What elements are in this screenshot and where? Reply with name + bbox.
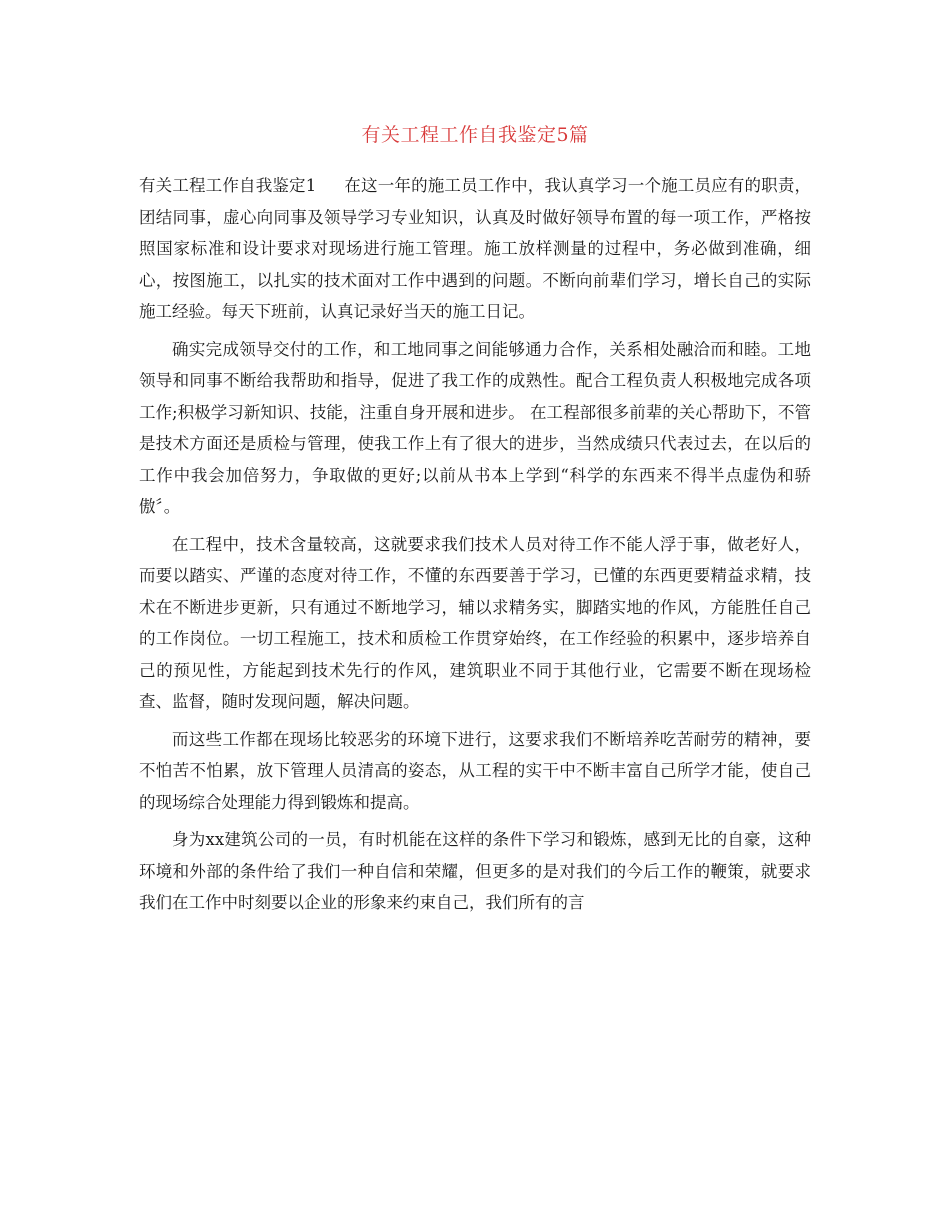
paragraph-2: 确实完成领导交付的工作，和工地同事之间能够通力合作，关系相处融洽而和睦。工地领导和同事不断给我帮助和指导，促进了我工作的成熟性。配合工程负责人积极地完成各项工作;积极学习新知识、技能，注重自身开展和进步。 在工程部很多前辈的关心帮助下，不管是技术方面还是质检与管理，使我工作上有了很大的进步，当然成绩只代表过去，在以后的工作中我会加倍努力，争取做的更好;以前从书本上学到“科学的东西来不得半点虚伪和骄傲〞。 <box>139 339 811 516</box>
paragraph-5: 身为xx建筑公司的一员，有时机能在这样的条件下学习和锻炼，感到无比的自豪，这种环境和外部的条件给了我们一种自信和荣耀，但更多的是对我们的今后工作的鞭策，就要求我们在工作中时刻要以企业的形象来约束自己，我们所有的言 <box>139 830 811 912</box>
section-heading: 有关工程工作自我鉴定1 <box>139 176 317 195</box>
paragraph-3: 在工程中，技术含量较高，这就要求我们技术人员对待工作不能人浮于事，做老好人，而要以踏实、严谨的态度对待工作，不懂的东西要善于学习，已懂的东西更要精益求精，技术在不断进步更新，只有通过不断地学习，辅以求精务实，脚踏实地的作风，方能胜任自己的工作岗位。一切工程施工，技术和质检工作贯穿始终，在工作经验的积累中，逐步培养自己的预见性，方能起到技术先行的作风，建筑职业不同于其他行业，它需要不断在现场检查、监督，随时发现问题，解决问题。 <box>139 534 811 711</box>
paragraph-1 <box>139 170 811 328</box>
document-title: 有关工程工作自我鉴定5篇 <box>361 124 589 146</box>
paragraph-4: 而这些工作都在现场比较恶劣的环境下进行，这要求我们不断培养吃苦耐劳的精神，要不怕苦不怕累，放下管理人员清高的姿态，从工程的实干中不断丰富自己所学才能，使自己的现场综合处理能力得到锻炼和提高。 <box>139 729 811 812</box>
paragraph-1-text: 在这一年的施工员工作中，我认真学习一个施工员应有的职责，团结同事，虚心向同事及领导学习专业知识，认真及时做好领导布置的每一项工作，严格按照国家标准和设计要求对现场进行施工管理。施工放样测量的过程中，务必做到准确，细心，按图施工，以扎实的技术面对工作中遇到的问题。不断向前辈们学习，增长自己的实际施工经验。每天下班前，认真记录好当天的施工日记。 <box>139 176 812 321</box>
document-body <box>139 170 811 925</box>
